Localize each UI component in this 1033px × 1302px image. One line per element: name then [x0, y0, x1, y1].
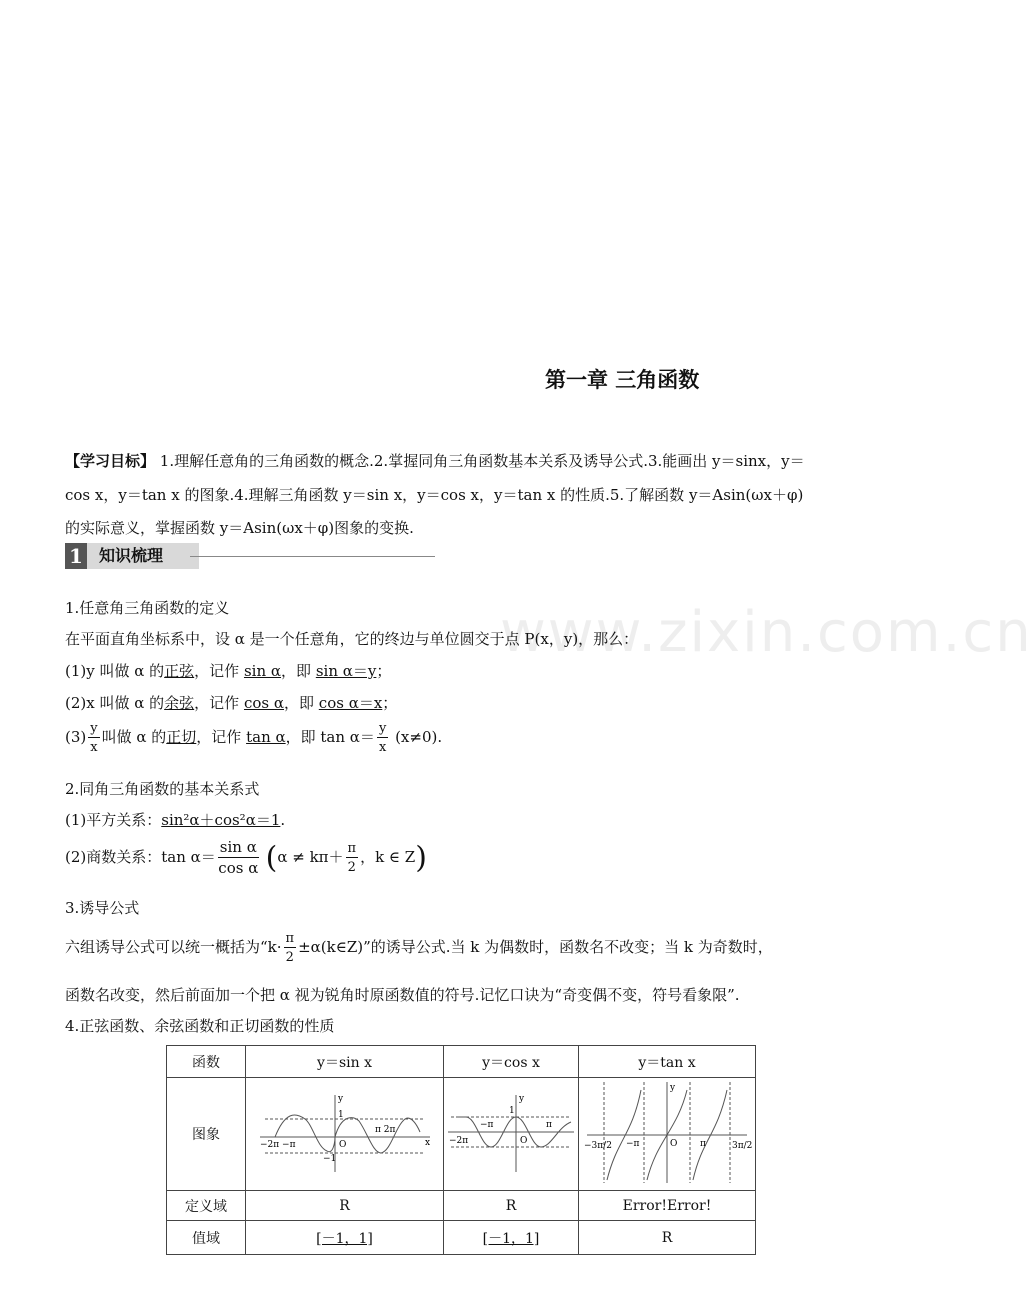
- svg-text:−2π: −2π: [449, 1136, 469, 1146]
- table-cell: 定义域: [167, 1191, 246, 1221]
- table-cell: 函数: [167, 1046, 246, 1078]
- sin-graph: [246, 1078, 444, 1191]
- svg-text:y: y: [670, 1082, 676, 1093]
- table-cell: R: [579, 1221, 756, 1255]
- section-rule: [190, 556, 435, 557]
- table-cell: y＝tan x: [579, 1046, 756, 1078]
- cos-graph: [444, 1078, 579, 1191]
- svg-text:−π: −π: [626, 1138, 640, 1149]
- section-number: 1: [65, 543, 87, 569]
- table-cell: y＝cos x: [444, 1046, 579, 1078]
- s3-heading: 3.诱导公式: [65, 899, 140, 917]
- table-cell: R: [246, 1191, 444, 1221]
- svg-text:y: y: [519, 1094, 525, 1104]
- svg-text:3π/2: 3π/2: [732, 1140, 753, 1151]
- objectives-line-3: 的实际意义，掌握函数 y＝Asin(ωx＋φ)图象的变换.: [65, 519, 414, 537]
- svg-text:−3π/2: −3π/2: [584, 1140, 612, 1151]
- s1-intro: 在平面直角坐标系中，设 α 是一个任意角，它的终边与单位圆交于点 P(x，y)，那么：: [65, 630, 639, 648]
- s3-line-1: 六组诱导公式可以统一概括为“k· $\frac{\pi}{2}$ ±α(k∈Z)”的诱导公式.当 k 为偶数时，函数名不改变；当 k 为奇数时，: [65, 931, 773, 965]
- svg-text:1: 1: [337, 1110, 344, 1120]
- s2-heading: 2.同角三角函数的基本关系式: [65, 780, 260, 798]
- svg-text:−π: −π: [480, 1120, 494, 1130]
- objectives-line-1: [65, 450, 805, 471]
- table-cell: [－1，1]: [444, 1221, 579, 1255]
- s3-line-2: 函数名改变，然后前面加一个把 α 视为锐角时原函数值的符号.记忆口诀为“奇变偶不变，符号看象限”.: [65, 986, 740, 1004]
- chapter-title: 第一章 三角函数: [545, 368, 700, 392]
- svg-text:O: O: [520, 1136, 528, 1146]
- svg-text:O: O: [338, 1140, 346, 1150]
- table-cell: Error!Error!: [579, 1191, 756, 1221]
- table-row: [167, 1191, 756, 1221]
- properties-table: [166, 1045, 756, 1255]
- svg-text:π 2π: π 2π: [374, 1125, 395, 1135]
- svg-text:−2π −π: −2π −π: [259, 1140, 295, 1150]
- tan-graph: [579, 1078, 756, 1191]
- objectives-line-2: cos x，y＝tan x 的图象.4.理解三角函数 y＝sin x，y＝cos x，y＝tan x 的性质.5.了解函数 y＝Asin(ωx＋φ): [65, 486, 804, 504]
- svg-text:1: 1: [509, 1106, 515, 1116]
- svg-text:O: O: [670, 1138, 678, 1149]
- s1-item-2: (2)x 叫做 α 的余弦，记作 cos α，即 cos α＝x；: [65, 694, 398, 712]
- s1-item-3: (3) $\frac{y}{x}$ 叫做 α 的正切，记作 tan α，即 tan α＝ $\frac{y}{x}$ (x≠0).: [65, 721, 443, 755]
- table-cell: 图象: [167, 1078, 246, 1191]
- table-cell: R: [444, 1191, 579, 1221]
- table-row: [167, 1078, 756, 1191]
- table-cell: 值域: [167, 1221, 246, 1255]
- objectives-label: 【学习目标】: [65, 452, 156, 470]
- svg-text:x: x: [424, 1138, 430, 1148]
- svg-text:−1: −1: [322, 1154, 336, 1164]
- table-cell: y＝sin x: [246, 1046, 444, 1078]
- s2-item-1: (1)平方关系：sin²α＋cos²α＝1.: [65, 811, 286, 829]
- section-label: 知识梳理: [87, 543, 199, 569]
- s1-heading: 1.任意角三角函数的定义: [65, 599, 230, 617]
- svg-text:y: y: [337, 1094, 343, 1104]
- s4-heading: 4.正弦函数、余弦函数和正切函数的性质: [65, 1017, 335, 1035]
- objectives-text: 1.理解任意角的三角函数的概念.2.掌握同角三角函数基本关系及诱导公式.3.能画出 y＝sinx，y＝: [159, 452, 805, 470]
- table-row: [167, 1221, 756, 1255]
- svg-text:π: π: [700, 1138, 706, 1149]
- table-cell: [－1，1]: [246, 1221, 444, 1255]
- svg-text:π: π: [546, 1120, 552, 1130]
- s2-item-2: (2)商数关系：tan α＝ $\frac{\text{sin α}}{\text{cos α}}$ (α ≠ kπ＋ $\frac{\pi}{2}$ ，k ∈ Z): [65, 838, 427, 877]
- table-row: [167, 1046, 756, 1078]
- watermark: www.zixin.com.cn: [500, 600, 1033, 665]
- section-header: [65, 543, 435, 569]
- s1-item-1: (1)y 叫做 α 的正弦，记作 sin α，即 sin α＝y；: [65, 662, 392, 680]
